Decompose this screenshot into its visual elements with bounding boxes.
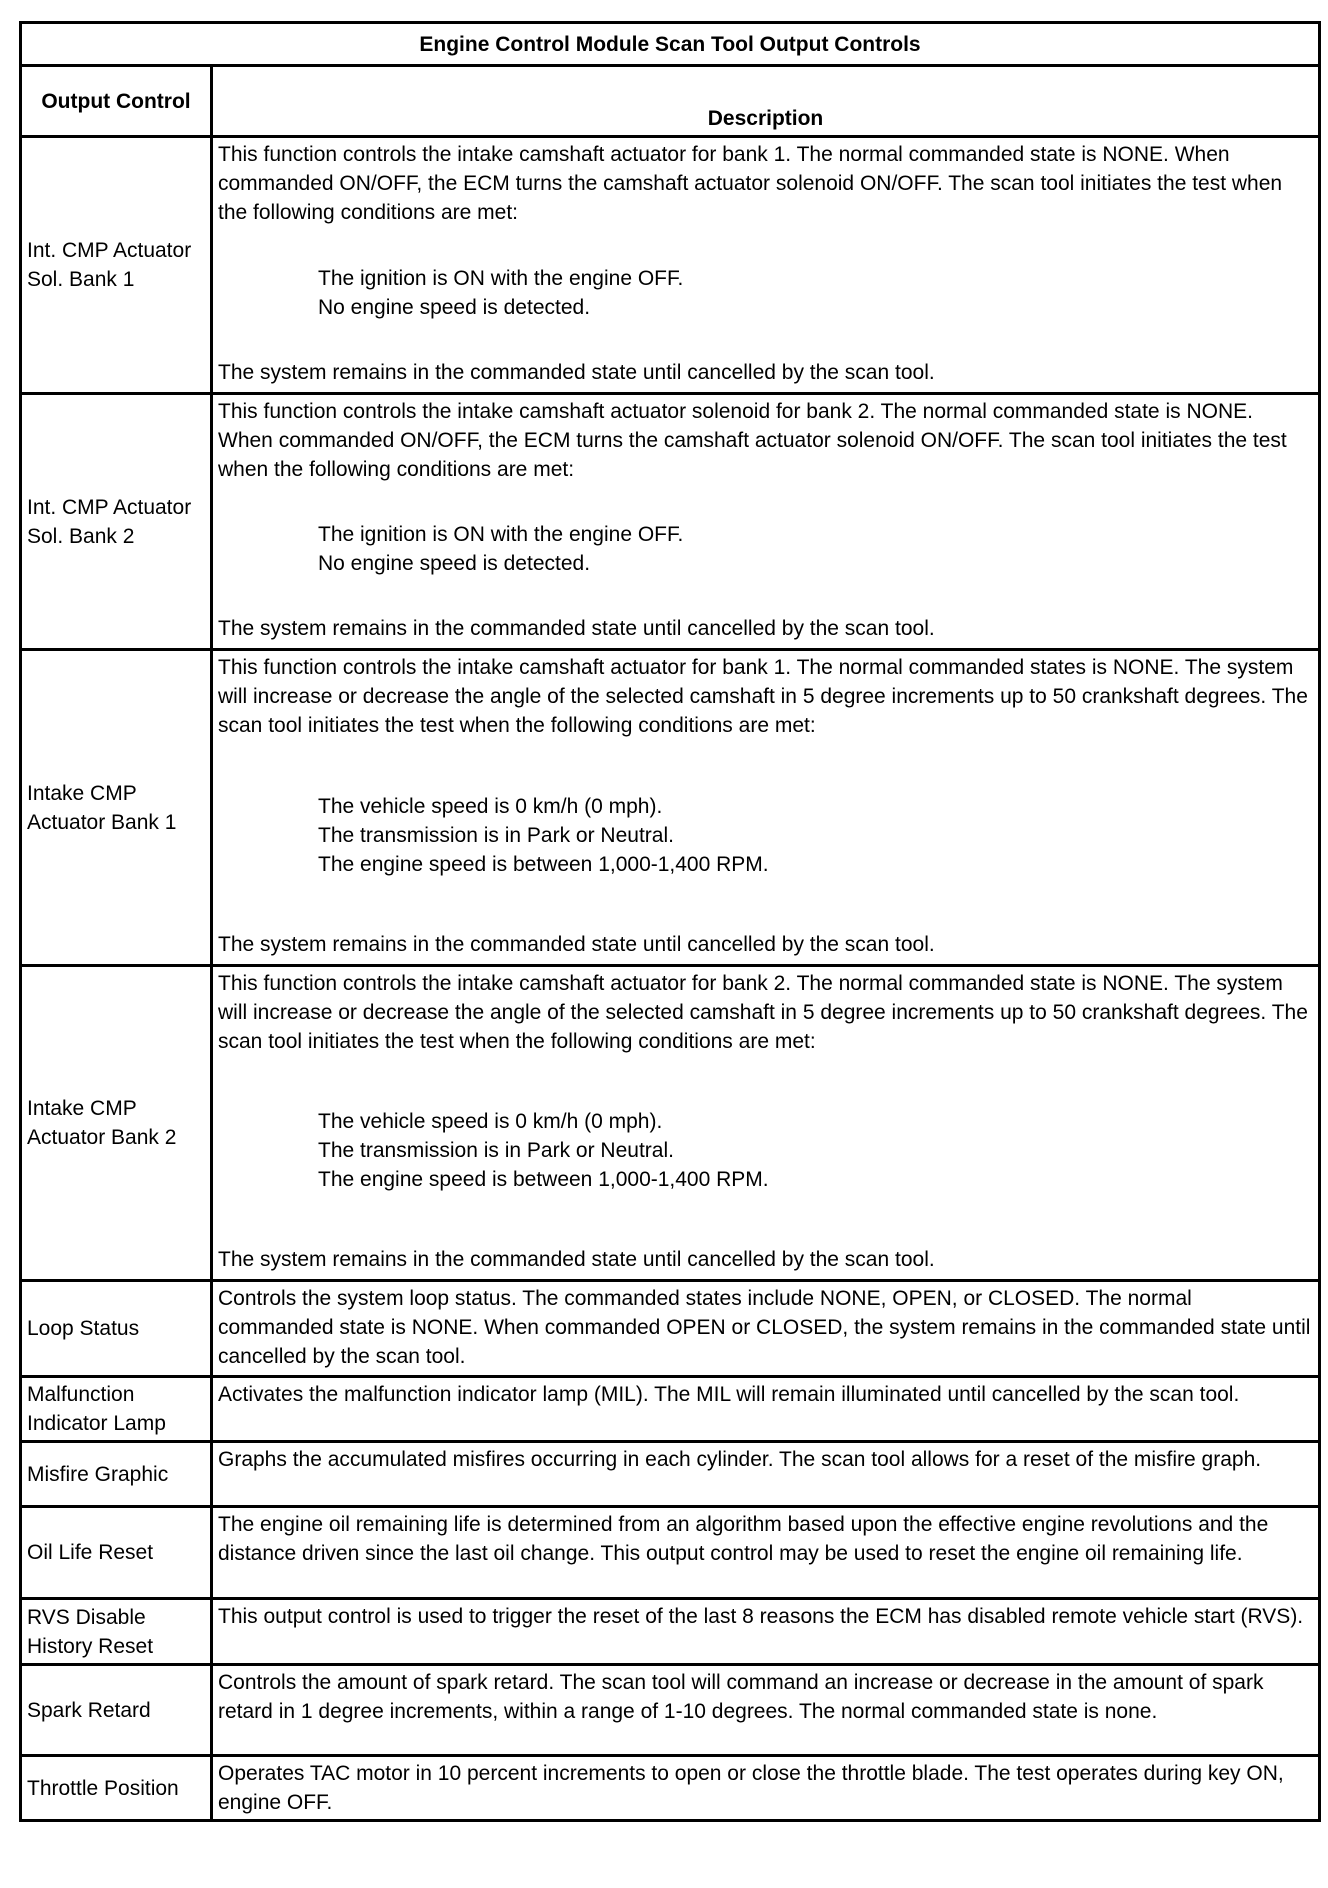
conditions-list — [218, 1107, 1313, 1194]
condition-item: The vehicle speed is 0 km/h (0 mph). — [318, 1110, 663, 1133]
description-cell — [212, 966, 1320, 1281]
output-control-cell: Int. CMP Actuator Sol. Bank 1 — [21, 137, 212, 394]
condition-item: The transmission is in Park or Neutral. — [318, 1139, 674, 1162]
description-intro: This function controls the intake camshaft actuator solenoid for bank 2. The normal commanded state is NONE. When commanded ON/OFF, the ECM turns the camshaft actuator solenoid ON/OFF. The scan tool initiates the test when the following conditions are met: — [218, 400, 1287, 481]
description-cell — [212, 394, 1320, 650]
condition-item: No engine speed is detected. — [318, 295, 591, 319]
table-row — [21, 650, 1320, 966]
output-control-cell: Spark Retard — [21, 1665, 212, 1756]
description-cell — [212, 650, 1320, 966]
description-outro: The system remains in the commanded state until cancelled by the scan tool. — [218, 1248, 935, 1271]
table-row — [21, 966, 1320, 1281]
header-output-control: Output Control — [21, 66, 212, 137]
table-row — [21, 137, 1320, 394]
description-cell: Activates the malfunction indicator lamp (MIL). The MIL will remain illuminated until cancelled by the scan tool. — [212, 1377, 1320, 1442]
table-row — [21, 1665, 1320, 1756]
output-control-cell: Int. CMP Actuator Sol. Bank 2 — [21, 394, 212, 650]
condition-item: The ignition is ON with the engine OFF. — [318, 266, 684, 290]
conditions-list — [218, 520, 1313, 578]
table-title: Engine Control Module Scan Tool Output Controls — [21, 23, 1320, 66]
description-cell: The engine oil remaining life is determined from an algorithm based upon the effective engine revolutions and the distance driven since the last oil change. This output control may be used to reset the engine oil remaining life. — [212, 1507, 1320, 1599]
conditions-list — [218, 792, 1313, 879]
output-control-cell: Intake CMP Actuator Bank 2 — [21, 966, 212, 1281]
description-cell — [212, 137, 1320, 394]
condition-item: The engine speed is between 1,000-1,400 RPM. — [318, 852, 769, 876]
output-control-cell: Oil Life Reset — [21, 1507, 212, 1599]
description-cell: Controls the amount of spark retard. The scan tool will command an increase or decrease in the amount of spark retard in 1 degree increments, within a range of 1-10 degrees. The normal commanded state is none. — [212, 1665, 1320, 1756]
output-control-cell: Intake CMP Actuator Bank 1 — [21, 650, 212, 966]
description-intro: This function controls the intake camshaft actuator for bank 1. The normal commanded states is NONE. The system will increase or decrease the angle of the selected camshaft in 5 degree increments up to 50 crankshaft degrees. The scan tool initiates the test when the following conditions are met: — [218, 656, 1308, 737]
description-cell: This output control is used to trigger the reset of the last 8 reasons the ECM has disabled remote vehicle start (RVS). — [212, 1599, 1320, 1665]
description-intro: This function controls the intake camshaft actuator for bank 1. The normal commanded state is NONE. When commanded ON/OFF, the ECM turns the camshaft actuator solenoid ON/OFF. The scan tool initiates the test when the following conditions are met: — [218, 143, 1283, 224]
table-row — [21, 1756, 1320, 1821]
table-row — [21, 1377, 1320, 1442]
description-outro: The system remains in the commanded state until cancelled by the scan tool. — [218, 933, 935, 956]
table-row — [21, 1281, 1320, 1377]
condition-item: The engine speed is between 1,000-1,400 RPM. — [318, 1168, 769, 1191]
description-cell: Operates TAC motor in 10 percent increments to open or close the throttle blade. The test operates during key ON, engine OFF. — [212, 1756, 1320, 1821]
output-control-cell: Malfunction Indicator Lamp — [21, 1377, 212, 1442]
table-row — [21, 1507, 1320, 1599]
output-control-cell: Misfire Graphic — [21, 1442, 212, 1507]
table-row — [21, 394, 1320, 650]
output-control-cell: Loop Status — [21, 1281, 212, 1377]
conditions-list — [218, 264, 1313, 322]
description-cell: Graphs the accumulated misfires occurring in each cylinder. The scan tool allows for a reset of the misfire graph. — [212, 1442, 1320, 1507]
condition-item: The ignition is ON with the engine OFF. — [318, 523, 684, 546]
table-row — [21, 1599, 1320, 1665]
table-row — [21, 1442, 1320, 1507]
condition-item: The vehicle speed is 0 km/h (0 mph). — [318, 794, 663, 818]
header-description: Description — [212, 66, 1320, 137]
description-intro: This function controls the intake camshaft actuator for bank 2. The normal commanded state is NONE. The system will increase or decrease the angle of the selected camshaft in 5 degree increments up to 50 crankshaft degrees. The scan tool initiates the test when the following conditions are met: — [218, 972, 1308, 1053]
description-cell: Controls the system loop status. The commanded states include NONE, OPEN, or CLOSED. The normal commanded state is NONE. When commanded OPEN or CLOSED, the system remains in the commanded state until cancelled by the scan tool. — [212, 1281, 1320, 1377]
description-outro: The system remains in the commanded state until cancelled by the scan tool. — [218, 617, 935, 640]
output-controls-table — [19, 21, 1321, 1822]
description-outro: The system remains in the commanded state until cancelled by the scan tool. — [218, 361, 935, 384]
output-control-cell: Throttle Position — [21, 1756, 212, 1821]
condition-item: The transmission is in Park or Neutral. — [318, 823, 674, 847]
output-control-cell: RVS Disable History Reset — [21, 1599, 212, 1665]
condition-item: No engine speed is detected. — [318, 552, 591, 575]
